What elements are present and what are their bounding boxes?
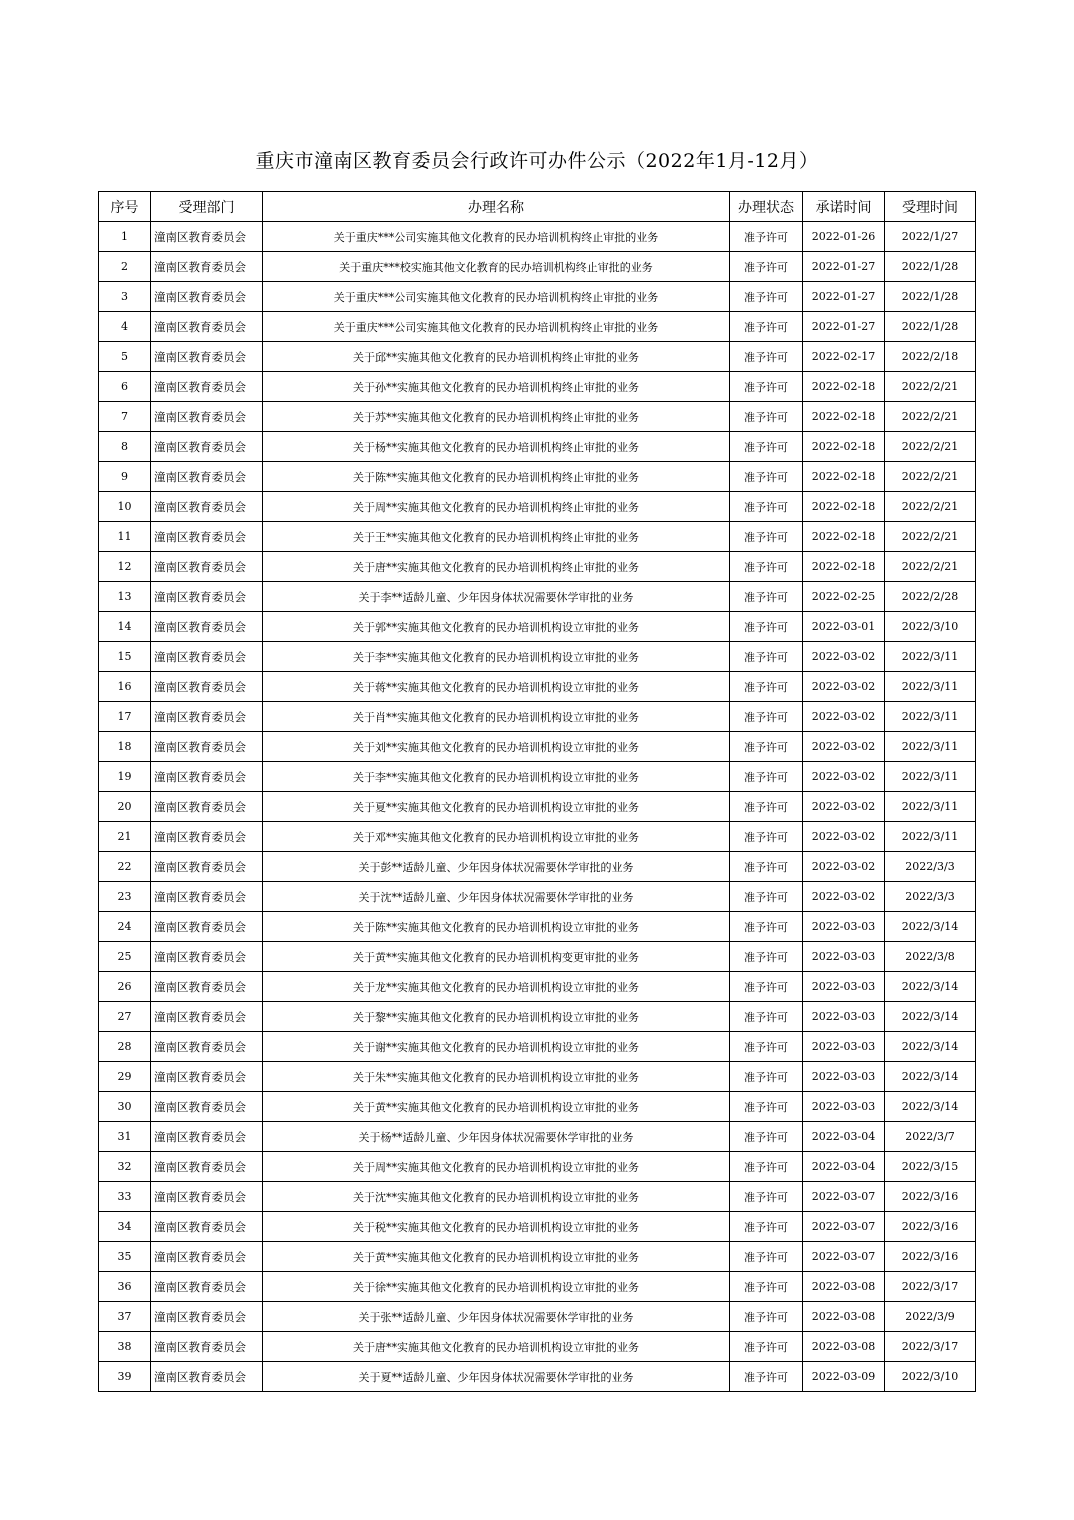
cell-accepted-date: 2022/3/16 xyxy=(885,1242,976,1272)
cell-department: 潼南区教育委员会 xyxy=(151,462,263,492)
cell-promised-date: 2022-03-02 xyxy=(803,852,885,882)
cell-status: 准予许可 xyxy=(730,1122,803,1152)
table-row xyxy=(99,402,976,432)
table-row xyxy=(99,522,976,552)
cell-promised-date: 2022-03-03 xyxy=(803,912,885,942)
cell-promised-date: 2022-02-18 xyxy=(803,492,885,522)
cell-item-name: 关于重庆***公司实施其他文化教育的民办培训机构终止审批的业务 xyxy=(263,282,730,312)
cell-promised-date: 2022-01-27 xyxy=(803,252,885,282)
cell-accepted-date: 2022/3/14 xyxy=(885,1032,976,1062)
cell-status: 准予许可 xyxy=(730,462,803,492)
cell-status: 准予许可 xyxy=(730,672,803,702)
cell-item-name: 关于陈**实施其他文化教育的民办培训机构终止审批的业务 xyxy=(263,462,730,492)
cell-accepted-date: 2022/2/21 xyxy=(885,522,976,552)
cell-status: 准予许可 xyxy=(730,402,803,432)
cell-status: 准予许可 xyxy=(730,792,803,822)
cell-department: 潼南区教育委员会 xyxy=(151,1092,263,1122)
cell-accepted-date: 2022/2/21 xyxy=(885,462,976,492)
cell-department: 潼南区教育委员会 xyxy=(151,1152,263,1182)
cell-department: 潼南区教育委员会 xyxy=(151,372,263,402)
cell-status: 准予许可 xyxy=(730,822,803,852)
cell-department: 潼南区教育委员会 xyxy=(151,1302,263,1332)
cell-department: 潼南区教育委员会 xyxy=(151,912,263,942)
page-title: 重庆市潼南区教育委员会行政许可办件公示（2022年1月-12月） xyxy=(255,150,819,172)
cell-accepted-date: 2022/3/9 xyxy=(885,1302,976,1332)
cell-status: 准予许可 xyxy=(730,732,803,762)
cell-item-name: 关于李**适龄儿童、少年因身体状况需要休学审批的业务 xyxy=(263,582,730,612)
cell-item-name: 关于李**实施其他文化教育的民办培训机构设立审批的业务 xyxy=(263,762,730,792)
cell-department: 潼南区教育委员会 xyxy=(151,1332,263,1362)
cell-status: 准予许可 xyxy=(730,252,803,282)
cell-item-name: 关于彭**适龄儿童、少年因身体状况需要休学审批的业务 xyxy=(263,852,730,882)
cell-promised-date: 2022-01-27 xyxy=(803,282,885,312)
cell-index: 12 xyxy=(99,552,151,582)
cell-status: 准予许可 xyxy=(730,282,803,312)
cell-index: 5 xyxy=(99,342,151,372)
cell-item-name: 关于邱**实施其他文化教育的民办培训机构终止审批的业务 xyxy=(263,342,730,372)
cell-department: 潼南区教育委员会 xyxy=(151,612,263,642)
cell-item-name: 关于王**实施其他文化教育的民办培训机构终止审批的业务 xyxy=(263,522,730,552)
cell-department: 潼南区教育委员会 xyxy=(151,342,263,372)
cell-promised-date: 2022-03-02 xyxy=(803,822,885,852)
cell-index: 30 xyxy=(99,1092,151,1122)
cell-department: 潼南区教育委员会 xyxy=(151,552,263,582)
cell-promised-date: 2022-02-18 xyxy=(803,402,885,432)
cell-promised-date: 2022-03-03 xyxy=(803,1062,885,1092)
cell-department: 潼南区教育委员会 xyxy=(151,1002,263,1032)
cell-item-name: 关于重庆***公司实施其他文化教育的民办培训机构终止审批的业务 xyxy=(263,222,730,252)
cell-department: 潼南区教育委员会 xyxy=(151,582,263,612)
cell-accepted-date: 2022/3/17 xyxy=(885,1272,976,1302)
cell-status: 准予许可 xyxy=(730,1272,803,1302)
cell-status: 准予许可 xyxy=(730,1302,803,1332)
cell-promised-date: 2022-03-02 xyxy=(803,732,885,762)
cell-department: 潼南区教育委员会 xyxy=(151,882,263,912)
cell-accepted-date: 2022/2/21 xyxy=(885,432,976,462)
cell-accepted-date: 2022/3/11 xyxy=(885,732,976,762)
table-row xyxy=(99,792,976,822)
cell-item-name: 关于周**实施其他文化教育的民办培训机构设立审批的业务 xyxy=(263,1152,730,1182)
cell-status: 准予许可 xyxy=(730,1362,803,1392)
cell-item-name: 关于龙**实施其他文化教育的民办培训机构设立审批的业务 xyxy=(263,972,730,1002)
cell-department: 潼南区教育委员会 xyxy=(151,822,263,852)
cell-department: 潼南区教育委员会 xyxy=(151,252,263,282)
cell-accepted-date: 2022/3/10 xyxy=(885,612,976,642)
table-row xyxy=(99,312,976,342)
table-row xyxy=(99,1032,976,1062)
cell-index: 4 xyxy=(99,312,151,342)
cell-index: 35 xyxy=(99,1242,151,1272)
cell-item-name: 关于重庆***公司实施其他文化教育的民办培训机构终止审批的业务 xyxy=(263,312,730,342)
header-promised-date: 承诺时间 xyxy=(803,192,885,222)
cell-department: 潼南区教育委员会 xyxy=(151,762,263,792)
cell-index: 11 xyxy=(99,522,151,552)
cell-promised-date: 2022-03-03 xyxy=(803,1002,885,1032)
cell-accepted-date: 2022/2/21 xyxy=(885,552,976,582)
cell-item-name: 关于黄**实施其他文化教育的民办培训机构设立审批的业务 xyxy=(263,1092,730,1122)
table-row xyxy=(99,1212,976,1242)
cell-index: 26 xyxy=(99,972,151,1002)
cell-promised-date: 2022-03-07 xyxy=(803,1212,885,1242)
cell-item-name: 关于朱**实施其他文化教育的民办培训机构设立审批的业务 xyxy=(263,1062,730,1092)
cell-accepted-date: 2022/2/21 xyxy=(885,492,976,522)
cell-promised-date: 2022-03-02 xyxy=(803,642,885,672)
cell-index: 25 xyxy=(99,942,151,972)
cell-status: 准予许可 xyxy=(730,582,803,612)
table-row xyxy=(99,1122,976,1152)
cell-index: 1 xyxy=(99,222,151,252)
table-row xyxy=(99,492,976,522)
cell-index: 37 xyxy=(99,1302,151,1332)
cell-index: 23 xyxy=(99,882,151,912)
cell-promised-date: 2022-03-09 xyxy=(803,1362,885,1392)
cell-accepted-date: 2022/1/27 xyxy=(885,222,976,252)
cell-status: 准予许可 xyxy=(730,222,803,252)
table-row xyxy=(99,1002,976,1032)
cell-item-name: 关于徐**实施其他文化教育的民办培训机构设立审批的业务 xyxy=(263,1272,730,1302)
cell-index: 13 xyxy=(99,582,151,612)
cell-accepted-date: 2022/3/11 xyxy=(885,642,976,672)
cell-status: 准予许可 xyxy=(730,1152,803,1182)
table-row xyxy=(99,702,976,732)
cell-status: 准予许可 xyxy=(730,1062,803,1092)
cell-status: 准予许可 xyxy=(730,1242,803,1272)
cell-index: 39 xyxy=(99,1362,151,1392)
cell-status: 准予许可 xyxy=(730,882,803,912)
cell-accepted-date: 2022/3/14 xyxy=(885,1062,976,1092)
cell-department: 潼南区教育委员会 xyxy=(151,432,263,462)
cell-status: 准予许可 xyxy=(730,1092,803,1122)
cell-promised-date: 2022-02-18 xyxy=(803,552,885,582)
cell-item-name: 关于黄**实施其他文化教育的民办培训机构设立审批的业务 xyxy=(263,1242,730,1272)
cell-item-name: 关于杨**适龄儿童、少年因身体状况需要休学审批的业务 xyxy=(263,1122,730,1152)
cell-department: 潼南区教育委员会 xyxy=(151,1362,263,1392)
cell-status: 准予许可 xyxy=(730,972,803,1002)
cell-accepted-date: 2022/2/18 xyxy=(885,342,976,372)
cell-promised-date: 2022-03-08 xyxy=(803,1332,885,1362)
cell-index: 9 xyxy=(99,462,151,492)
cell-department: 潼南区教育委员会 xyxy=(151,792,263,822)
cell-index: 16 xyxy=(99,672,151,702)
table-row xyxy=(99,642,976,672)
cell-accepted-date: 2022/2/21 xyxy=(885,372,976,402)
table-row xyxy=(99,912,976,942)
cell-item-name: 关于肖**实施其他文化教育的民办培训机构设立审批的业务 xyxy=(263,702,730,732)
cell-item-name: 关于谢**实施其他文化教育的民办培训机构设立审批的业务 xyxy=(263,1032,730,1062)
table-row xyxy=(99,1362,976,1392)
table-row xyxy=(99,972,976,1002)
cell-item-name: 关于黄**实施其他文化教育的民办培训机构变更审批的业务 xyxy=(263,942,730,972)
cell-index: 28 xyxy=(99,1032,151,1062)
cell-accepted-date: 2022/3/11 xyxy=(885,672,976,702)
cell-accepted-date: 2022/3/7 xyxy=(885,1122,976,1152)
cell-department: 潼南区教育委员会 xyxy=(151,852,263,882)
cell-department: 潼南区教育委员会 xyxy=(151,1062,263,1092)
cell-promised-date: 2022-03-01 xyxy=(803,612,885,642)
table-row xyxy=(99,852,976,882)
cell-promised-date: 2022-02-18 xyxy=(803,462,885,492)
header-item-name: 办理名称 xyxy=(263,192,730,222)
cell-index: 20 xyxy=(99,792,151,822)
cell-item-name: 关于郭**实施其他文化教育的民办培训机构设立审批的业务 xyxy=(263,612,730,642)
cell-department: 潼南区教育委员会 xyxy=(151,222,263,252)
cell-item-name: 关于周**实施其他文化教育的民办培训机构终止审批的业务 xyxy=(263,492,730,522)
cell-item-name: 关于沈**适龄儿童、少年因身体状况需要休学审批的业务 xyxy=(263,882,730,912)
cell-item-name: 关于陈**实施其他文化教育的民办培训机构设立审批的业务 xyxy=(263,912,730,942)
cell-index: 6 xyxy=(99,372,151,402)
cell-status: 准予许可 xyxy=(730,342,803,372)
cell-department: 潼南区教育委员会 xyxy=(151,402,263,432)
cell-index: 21 xyxy=(99,822,151,852)
table-row xyxy=(99,762,976,792)
cell-index: 10 xyxy=(99,492,151,522)
cell-index: 36 xyxy=(99,1272,151,1302)
cell-accepted-date: 2022/3/16 xyxy=(885,1212,976,1242)
table-header-row xyxy=(99,192,976,222)
cell-promised-date: 2022-02-17 xyxy=(803,342,885,372)
cell-item-name: 关于唐**实施其他文化教育的民办培训机构终止审批的业务 xyxy=(263,552,730,582)
cell-promised-date: 2022-03-03 xyxy=(803,1032,885,1062)
cell-accepted-date: 2022/2/28 xyxy=(885,582,976,612)
cell-promised-date: 2022-03-02 xyxy=(803,762,885,792)
cell-promised-date: 2022-03-08 xyxy=(803,1302,885,1332)
cell-index: 33 xyxy=(99,1182,151,1212)
cell-accepted-date: 2022/3/14 xyxy=(885,912,976,942)
cell-promised-date: 2022-03-03 xyxy=(803,1092,885,1122)
cell-accepted-date: 2022/3/14 xyxy=(885,1092,976,1122)
cell-accepted-date: 2022/1/28 xyxy=(885,252,976,282)
table-row xyxy=(99,672,976,702)
cell-accepted-date: 2022/3/14 xyxy=(885,1002,976,1032)
cell-department: 潼南区教育委员会 xyxy=(151,672,263,702)
table-row xyxy=(99,432,976,462)
cell-status: 准予许可 xyxy=(730,702,803,732)
cell-promised-date: 2022-03-08 xyxy=(803,1272,885,1302)
cell-index: 18 xyxy=(99,732,151,762)
cell-promised-date: 2022-03-02 xyxy=(803,702,885,732)
cell-status: 准予许可 xyxy=(730,942,803,972)
cell-status: 准予许可 xyxy=(730,492,803,522)
cell-index: 3 xyxy=(99,282,151,312)
header-index: 序号 xyxy=(99,192,151,222)
table-row xyxy=(99,732,976,762)
cell-accepted-date: 2022/3/11 xyxy=(885,762,976,792)
table-row xyxy=(99,1092,976,1122)
cell-department: 潼南区教育委员会 xyxy=(151,972,263,1002)
cell-promised-date: 2022-01-27 xyxy=(803,312,885,342)
cell-item-name: 关于邓**实施其他文化教育的民办培训机构设立审批的业务 xyxy=(263,822,730,852)
cell-department: 潼南区教育委员会 xyxy=(151,702,263,732)
table-row xyxy=(99,552,976,582)
table-body xyxy=(99,222,976,1392)
cell-accepted-date: 2022/3/14 xyxy=(885,972,976,1002)
cell-status: 准予许可 xyxy=(730,1332,803,1362)
cell-promised-date: 2022-03-03 xyxy=(803,972,885,1002)
cell-item-name: 关于蒋**实施其他文化教育的民办培训机构设立审批的业务 xyxy=(263,672,730,702)
cell-index: 29 xyxy=(99,1062,151,1092)
cell-item-name: 关于苏**实施其他文化教育的民办培训机构终止审批的业务 xyxy=(263,402,730,432)
cell-promised-date: 2022-03-07 xyxy=(803,1182,885,1212)
table-row xyxy=(99,342,976,372)
table-row xyxy=(99,372,976,402)
table-row xyxy=(99,252,976,282)
cell-department: 潼南区教育委员会 xyxy=(151,1032,263,1062)
cell-item-name: 关于唐**实施其他文化教育的民办培训机构设立审批的业务 xyxy=(263,1332,730,1362)
cell-department: 潼南区教育委员会 xyxy=(151,522,263,552)
cell-status: 准予许可 xyxy=(730,1002,803,1032)
cell-promised-date: 2022-02-18 xyxy=(803,432,885,462)
table-row xyxy=(99,882,976,912)
cell-status: 准予许可 xyxy=(730,1032,803,1062)
cell-status: 准予许可 xyxy=(730,852,803,882)
cell-item-name: 关于李**实施其他文化教育的民办培训机构设立审批的业务 xyxy=(263,642,730,672)
cell-department: 潼南区教育委员会 xyxy=(151,1182,263,1212)
table-row xyxy=(99,1272,976,1302)
cell-item-name: 关于重庆***校实施其他文化教育的民办培训机构终止审批的业务 xyxy=(263,252,730,282)
cell-promised-date: 2022-02-18 xyxy=(803,522,885,552)
cell-department: 潼南区教育委员会 xyxy=(151,1272,263,1302)
table-row xyxy=(99,612,976,642)
cell-promised-date: 2022-03-07 xyxy=(803,1242,885,1272)
cell-promised-date: 2022-03-03 xyxy=(803,942,885,972)
cell-item-name: 关于黎**实施其他文化教育的民办培训机构设立审批的业务 xyxy=(263,1002,730,1032)
cell-item-name: 关于夏**适龄儿童、少年因身体状况需要休学审批的业务 xyxy=(263,1362,730,1392)
cell-promised-date: 2022-02-25 xyxy=(803,582,885,612)
cell-item-name: 关于沈**实施其他文化教育的民办培训机构设立审批的业务 xyxy=(263,1182,730,1212)
cell-status: 准予许可 xyxy=(730,912,803,942)
cell-index: 32 xyxy=(99,1152,151,1182)
cell-status: 准予许可 xyxy=(730,642,803,672)
table-row xyxy=(99,822,976,852)
cell-status: 准予许可 xyxy=(730,1182,803,1212)
cell-promised-date: 2022-03-04 xyxy=(803,1152,885,1182)
cell-index: 15 xyxy=(99,642,151,672)
cell-accepted-date: 2022/3/11 xyxy=(885,822,976,852)
cell-department: 潼南区教育委员会 xyxy=(151,642,263,672)
cell-status: 准予许可 xyxy=(730,372,803,402)
cell-promised-date: 2022-03-04 xyxy=(803,1122,885,1152)
cell-item-name: 关于夏**实施其他文化教育的民办培训机构设立审批的业务 xyxy=(263,792,730,822)
cell-item-name: 关于张**适龄儿童、少年因身体状况需要休学审批的业务 xyxy=(263,1302,730,1332)
cell-index: 14 xyxy=(99,612,151,642)
header-status: 办理状态 xyxy=(730,192,803,222)
cell-promised-date: 2022-03-02 xyxy=(803,672,885,702)
table-row xyxy=(99,1062,976,1092)
cell-status: 准予许可 xyxy=(730,552,803,582)
header-department: 受理部门 xyxy=(151,192,263,222)
table-row xyxy=(99,282,976,312)
cell-accepted-date: 2022/3/8 xyxy=(885,942,976,972)
cell-status: 准予许可 xyxy=(730,612,803,642)
cell-department: 潼南区教育委员会 xyxy=(151,732,263,762)
cell-promised-date: 2022-01-26 xyxy=(803,222,885,252)
cell-accepted-date: 2022/3/16 xyxy=(885,1182,976,1212)
cell-index: 22 xyxy=(99,852,151,882)
cell-accepted-date: 2022/2/21 xyxy=(885,402,976,432)
cell-index: 38 xyxy=(99,1332,151,1362)
cell-accepted-date: 2022/3/11 xyxy=(885,702,976,732)
cell-index: 2 xyxy=(99,252,151,282)
table-row xyxy=(99,1332,976,1362)
cell-item-name: 关于孙**实施其他文化教育的民办培训机构终止审批的业务 xyxy=(263,372,730,402)
permit-table xyxy=(98,191,976,1392)
cell-department: 潼南区教育委员会 xyxy=(151,1122,263,1152)
cell-accepted-date: 2022/3/15 xyxy=(885,1152,976,1182)
table-row xyxy=(99,462,976,492)
cell-index: 17 xyxy=(99,702,151,732)
cell-status: 准予许可 xyxy=(730,312,803,342)
cell-status: 准予许可 xyxy=(730,522,803,552)
table-row xyxy=(99,1182,976,1212)
cell-accepted-date: 2022/3/10 xyxy=(885,1362,976,1392)
cell-promised-date: 2022-03-02 xyxy=(803,792,885,822)
header-accepted-date: 受理时间 xyxy=(885,192,976,222)
cell-index: 31 xyxy=(99,1122,151,1152)
cell-accepted-date: 2022/1/28 xyxy=(885,312,976,342)
cell-index: 7 xyxy=(99,402,151,432)
cell-accepted-date: 2022/3/11 xyxy=(885,792,976,822)
cell-index: 24 xyxy=(99,912,151,942)
cell-department: 潼南区教育委员会 xyxy=(151,312,263,342)
cell-status: 准予许可 xyxy=(730,432,803,462)
cell-item-name: 关于杨**实施其他文化教育的民办培训机构终止审批的业务 xyxy=(263,432,730,462)
cell-department: 潼南区教育委员会 xyxy=(151,282,263,312)
table-row xyxy=(99,222,976,252)
cell-index: 27 xyxy=(99,1002,151,1032)
table-row xyxy=(99,1152,976,1182)
cell-accepted-date: 2022/3/17 xyxy=(885,1332,976,1362)
table-row xyxy=(99,1242,976,1272)
cell-promised-date: 2022-03-02 xyxy=(803,882,885,912)
table-row xyxy=(99,582,976,612)
cell-accepted-date: 2022/1/28 xyxy=(885,282,976,312)
cell-department: 潼南区教育委员会 xyxy=(151,1242,263,1272)
cell-index: 19 xyxy=(99,762,151,792)
cell-accepted-date: 2022/3/3 xyxy=(885,882,976,912)
cell-index: 8 xyxy=(99,432,151,462)
cell-promised-date: 2022-02-18 xyxy=(803,372,885,402)
cell-department: 潼南区教育委员会 xyxy=(151,942,263,972)
cell-department: 潼南区教育委员会 xyxy=(151,1212,263,1242)
cell-item-name: 关于税**实施其他文化教育的民办培训机构设立审批的业务 xyxy=(263,1212,730,1242)
cell-status: 准予许可 xyxy=(730,1212,803,1242)
cell-item-name: 关于刘**实施其他文化教育的民办培训机构设立审批的业务 xyxy=(263,732,730,762)
cell-department: 潼南区教育委员会 xyxy=(151,492,263,522)
table-row xyxy=(99,1302,976,1332)
cell-index: 34 xyxy=(99,1212,151,1242)
table-row xyxy=(99,942,976,972)
cell-status: 准予许可 xyxy=(730,762,803,792)
cell-accepted-date: 2022/3/3 xyxy=(885,852,976,882)
